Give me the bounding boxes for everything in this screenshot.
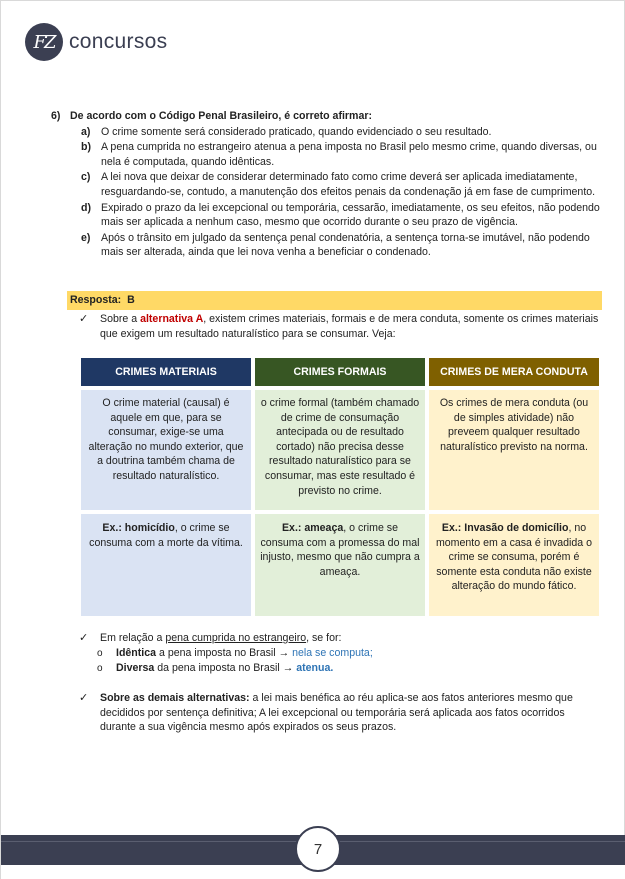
alternativa-highlight: alternativa A — [140, 313, 204, 325]
answer-bar — [67, 291, 602, 310]
definition-mera-conduta: Os crimes de mera conduta (ou de simples atividade) não preveem qualquer resultado naturalístico previsto na norma. — [429, 390, 599, 510]
option-text: Expirado o prazo da lei excepcional ou temporária, cessarão, imediatamente, os seu efeitos, não podendo mais ser aplicada a nenhum caso, mesmo que ocorrido durante o seu prazo de vigência. — [101, 201, 600, 229]
sub-text: a pena imposta no Brasil → — [156, 647, 293, 659]
definition-formais: o crime formal (também chamado de crime de consumação antecipada ou de resultado cortado) não precisa desse resultado naturalístico para se consumar, mas este resultado é previsto no crime. — [255, 390, 425, 510]
logo-mark: FZ — [25, 23, 63, 61]
table-row — [81, 390, 599, 510]
sub-bold: Diversa — [116, 662, 155, 674]
answer-label: Resposta: — [70, 294, 122, 306]
bullet-bold: Sobre as demais alternativas: — [100, 692, 250, 704]
bullet-text-pre: Sobre a — [100, 313, 141, 325]
page-number: 7 — [295, 826, 341, 872]
logo-text: concursos — [69, 30, 168, 53]
option-letter: e) — [81, 231, 91, 244]
option-a — [81, 125, 606, 140]
option-letter: a) — [81, 125, 91, 138]
underlined-term: pena cumprida no estrangeiro — [165, 632, 307, 644]
example-materiais — [81, 514, 251, 616]
bullet-text-post: , existem crimes materiais, formais e de mera conduta, somente os crimes materiais que exigem um resultado naturalístico para se consumar. Veja: — [100, 313, 599, 340]
option-text: A pena cumprida no estrangeiro atenua a pena imposta no Brasil pelo mesmo crime, quando diversas, ou nela é computada, quando idênticas. — [101, 141, 597, 168]
option-b — [81, 140, 606, 169]
bullet-text-rest: a lei mais benéfica ao réu aplica-se aos fatos anteriores mesmo que decididos por sentença definitiva; A lei excepcional ou temporária será aplicada aos fatos ocorridos durante a sua vigência mesmo após expirados os seus prazos. — [100, 692, 573, 734]
crime-types-table — [81, 358, 599, 616]
answer-value: B — [127, 294, 135, 306]
sub-text: da pena imposta no Brasil → — [154, 662, 297, 674]
check-icon: ✓ — [79, 632, 89, 644]
check-icon: ✓ — [79, 692, 89, 704]
example-label: Ex.: ameaça — [281, 522, 344, 534]
example-label: Ex.: Invasão de domicílio — [441, 522, 569, 534]
circle-bullet-icon: o — [97, 648, 103, 659]
list-item — [97, 646, 373, 661]
question-stem: De acordo com o Código Penal Brasileiro, é correto afirmar: — [70, 110, 372, 122]
header-crimes-formais: CRIMES FORMAIS — [255, 358, 425, 386]
sub-result: atenua. — [296, 662, 334, 674]
sub-bullet-list — [97, 646, 373, 676]
option-c — [81, 170, 606, 199]
definition-materiais: O crime material (causal) é aquele em que, para se consumar, exige-se uma alteração no mundo exterior, que a doutrina também chama de resultado naturalístico. — [81, 390, 251, 510]
option-text: O crime somente será considerado praticado, quando evidenciado o seu resultado. — [101, 125, 492, 138]
bullet-text-post: , se for: — [306, 632, 342, 644]
bullet-text — [100, 631, 341, 646]
circle-bullet-icon: o — [97, 663, 103, 674]
header-crimes-mera-conduta: CRIMES DE MERA CONDUTA — [429, 358, 599, 386]
bullet-alternativa-a — [79, 312, 599, 341]
table-row — [81, 514, 599, 616]
check-icon: ✓ — [79, 313, 89, 325]
example-text: , o crime se consuma com a morte da vítima. — [89, 522, 243, 549]
option-list — [81, 125, 606, 260]
question-number: 6) — [51, 110, 61, 122]
bullet-text — [100, 312, 599, 341]
option-text: Após o trânsito em julgado da sentença penal condenatória, a sentença torna-se imutável, não podendo mais ser alterada, ainda que lei nova venha a beneficiar o condenado. — [101, 231, 590, 259]
option-e — [81, 231, 606, 260]
example-text: , o crime se consuma com a promessa do mal injusto, mesmo que não cumpra a ameaça. — [260, 522, 420, 578]
logo — [25, 23, 167, 61]
bullet-text — [100, 691, 599, 735]
header-crimes-materiais: CRIMES MATERIAIS — [81, 358, 251, 386]
sub-result: nela se computa; — [292, 647, 373, 659]
option-d — [81, 201, 606, 230]
option-letter: c) — [81, 171, 91, 184]
option-letter: b) — [81, 141, 91, 154]
table-header-row — [81, 358, 599, 386]
example-label: Ex.: homicídio — [102, 522, 175, 534]
bullet-pena-estrangeiro — [79, 631, 599, 646]
option-letter: d) — [81, 201, 91, 214]
question — [51, 109, 606, 261]
example-mera-conduta — [429, 514, 599, 616]
example-formais — [255, 514, 425, 616]
option-text: A lei nova que deixar de considerar determinado fato como crime deverá ser aplicada imediatamente, resguardando-se, contudo, a manutenção dos efeitos penais da condenação já em fase de cumprimento. — [101, 171, 596, 198]
sub-bold: Idêntica — [116, 647, 157, 659]
list-item — [97, 661, 373, 676]
bullet-text-pre: Em relação a — [100, 632, 166, 644]
bullet-demais-alternativas — [79, 691, 599, 735]
example-text: , no momento em a casa é invadida o crime se consuma, porém é somente esta conduta não existe alteração do mundo fático. — [435, 522, 593, 593]
